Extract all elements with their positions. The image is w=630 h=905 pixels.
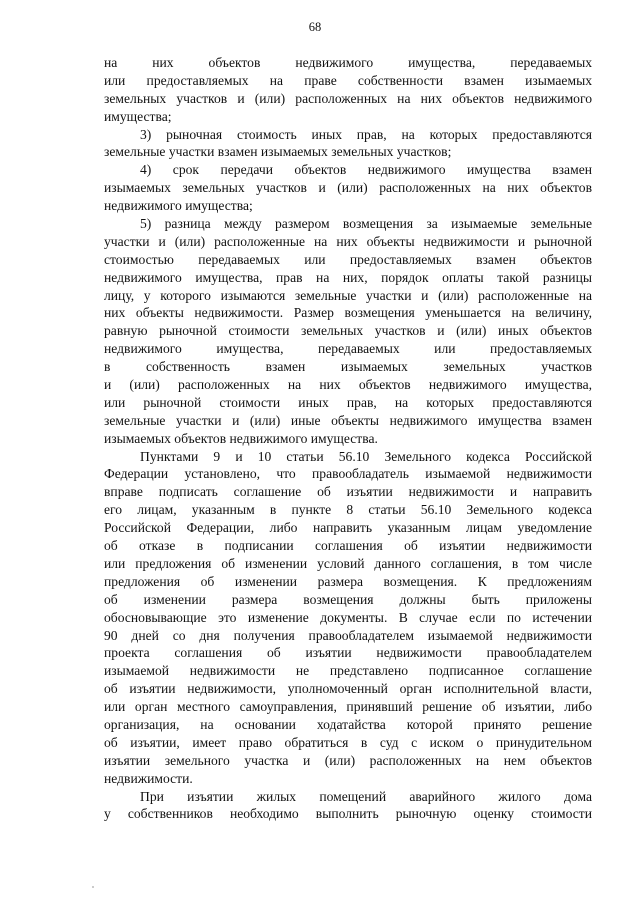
text-line: и (или) расположенных на них объектов недвижимого имущества,	[104, 377, 592, 393]
text-line: 4) срок передачи объектов недвижимого имущества взамен	[140, 162, 592, 178]
text-line: имущества;	[104, 108, 172, 124]
text-line: недвижимого имущества, прав на них, порядок оплаты такой разницы	[104, 269, 592, 285]
text-line: земельных участков и (или) расположенных на них объектов недвижимого	[104, 90, 592, 106]
paragraph	[104, 126, 592, 162]
text-line: вправе подписать соглашение об изъятии недвижимости и направить	[104, 484, 592, 500]
text-line: у собственников необходимо выполнить рыночную оценку стоимости	[104, 806, 592, 822]
text-line: организация, на основании ходатайства которой принято решение	[104, 716, 592, 732]
paragraph	[104, 54, 592, 126]
text-line: 5) разница между размером возмещения за изымаемые земельные	[140, 216, 592, 232]
text-line: обосновывающие это изменение документы. В случае если по истечении	[104, 609, 592, 625]
text-line: Пунктами 9 и 10 статьи 56.10 Земельного кодекса Российской	[140, 448, 592, 464]
text-line: участки и (или) расположенные на них объекты недвижимости и рыночной	[104, 233, 592, 249]
text-line: них объекты недвижимости. Размер возмещения уменьшается на величину,	[104, 305, 592, 321]
text-line: Федерации установлено, что правообладатель изымаемой недвижимости	[104, 466, 592, 482]
page-number: 68	[308, 20, 322, 34]
text-line: изымаемых объектов недвижимого имущества.	[104, 430, 378, 446]
paragraph	[104, 788, 592, 824]
text-line: предложения об изменении размера возмещения. К предложениям	[104, 573, 592, 589]
text-line: изымаемых земельных участков и (или) расположенных на них объектов	[104, 180, 592, 196]
text-line: об изъятии недвижимости, уполномоченный орган исполнительной власти,	[104, 681, 592, 697]
text-line: или орган местного самоуправления, принявший решение об изъятии, либо	[104, 699, 592, 715]
text-line: изъятии земельного участка и (или) расположенных на нем объектов	[104, 752, 592, 768]
text-line: проекта соглашения об изъятии недвижимости правообладателем	[104, 645, 592, 661]
scan-speck	[92, 886, 94, 888]
text-line: его лицам, указанным в пункте 8 статьи 56.10 Земельного кодекса	[104, 502, 592, 518]
text-line: лицу, у которого изымаются земельные участки и (или) расположенные на	[104, 287, 592, 303]
text-line: об изменении размера возмещения должны быть приложены	[104, 591, 592, 607]
paragraph	[104, 448, 592, 788]
text-line: об изъятии, имеет право обратиться в суд с иском о принудительном	[104, 734, 592, 750]
text-line: недвижимого имущества, передаваемых или предоставляемых	[104, 341, 592, 357]
text-line: При изъятии жилых помещений аварийного жилого дома	[140, 788, 592, 804]
text-line: недвижимости.	[104, 770, 193, 786]
document-body	[104, 54, 592, 823]
text-line: об отказе в подписании соглашения об изъятии недвижимости	[104, 538, 592, 554]
text-line: стоимостью передаваемых или предоставляемых взамен объектов	[104, 251, 592, 267]
text-line: 3) рыночная стоимость иных прав, на которых предоставляются	[140, 126, 592, 142]
text-line: изымаемой недвижимости не представлено подписанное соглашение	[104, 663, 592, 679]
text-line: в собственность взамен изымаемых земельных участков	[104, 359, 592, 375]
paragraph	[104, 161, 592, 215]
paragraph	[104, 215, 592, 448]
text-line: на них объектов недвижимого имущества, передаваемых	[104, 55, 592, 70]
text-line: 90 дней со дня получения правообладателем изымаемой недвижимости	[104, 627, 592, 643]
text-line: земельные участки и (или) иные объекты недвижимого имущества взамен	[104, 412, 592, 428]
text-line: равную рыночной стоимости земельных участков и (или) иных объектов	[104, 323, 592, 339]
text-line: или предложения об изменении условий данного соглашения, в том числе	[104, 555, 592, 571]
text-line: земельные участки взамен изымаемых земельных участков;	[104, 144, 452, 160]
text-line: Российской Федерации, либо направить указанным лицам уведомление	[104, 520, 592, 536]
text-line: или предоставляемых на праве собственности взамен изымаемых	[104, 72, 592, 88]
text-line: недвижимого имущества;	[104, 198, 253, 214]
text-line: или рыночной стоимости иных прав, на которых предоставляются	[104, 394, 592, 410]
